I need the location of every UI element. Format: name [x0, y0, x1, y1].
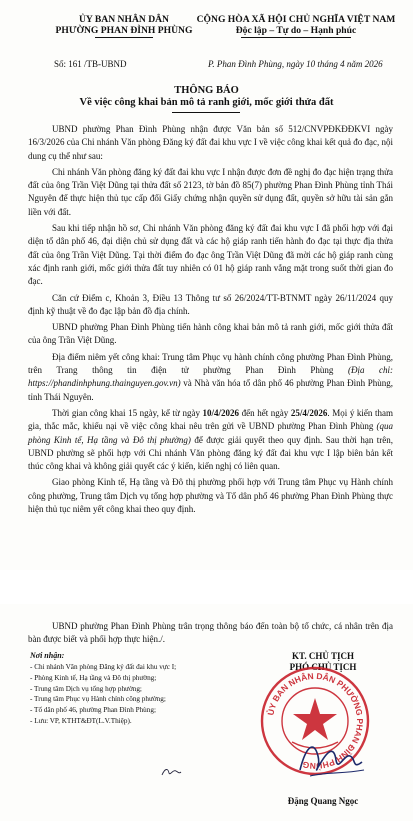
page-gap — [0, 570, 413, 604]
recipient-item: - Tổ dân phố 46, phường Phan Đình Phùng; — [30, 706, 156, 715]
website-address: (Địa chỉ: https://phandinhphung.thainguyen.gov.vn) — [28, 365, 393, 389]
end-date: 25/4/2026 — [290, 407, 328, 418]
issuer-line2: PHƯỜNG PHAN ĐÌNH PHÙNG — [55, 25, 193, 36]
paragraph-6 — [28, 351, 393, 404]
document-body — [28, 123, 393, 519]
department-note: (qua phòng Kinh tế, Hạ tầng và Đô thị phường) — [28, 421, 393, 445]
paragraph-7-text-c: . Mọi ý kiến tham gia, thắc mắc, khiếu nại về việc công khai nêu trên gửi về UBND phường Phan Đình Phùng — [28, 407, 393, 432]
signer-role-line1: KT. CHỦ TỊCH — [292, 651, 354, 661]
recipient-item: - Trung tâm Phục vụ Hành chính công phường; — [30, 695, 166, 704]
paragraph-3: Sau khi tiếp nhận hồ sơ, Chi nhánh Văn phòng đăng ký đất đai khu vực I đã phối hợp với đại diện tổ dân phố 46, đại diện chủ sử dụng đất và các hộ giáp ranh tiến hành đo đạc tại thực địa thửa đất của ông Trần Việt Dũng. Tại thời điểm đo đạc ông Trần Việt Dũng đã mời các hộ giáp ranh cùng xác định ranh giới, mốc giới thửa đất tuy nhiên có 01 hộ giáp ranh vắng mặt trong suốt thời gian đo đạc. — [28, 223, 393, 287]
closing-paragraph: UBND phường Phan Đình Phùng trân trọng thông báo đến toàn bộ tổ chức, cá nhân trên địa bàn được biết và phối hợp thực hiện./. — [28, 621, 393, 645]
signer-role-line2: PHÓ CHỦ TỊCH — [289, 662, 357, 672]
paragraph-6-text-b: và Nhà văn hóa tổ dân phố 46 phường Phan Đình Phùng, tỉnh Thái Nguyên. — [28, 378, 393, 402]
national-header — [196, 14, 396, 38]
start-date: 10/4/2026 — [202, 407, 240, 418]
paragraph-8: Giao phòng Kinh tế, Hạ tầng và Đô thị phường phối hợp với Trung tâm Phục vụ Hành chính công phường, Trung tâm Dịch vụ tổng hợp phường và Tổ dân phố 46 phường Phan Đình Phùng thực hiện thủ tục niêm yết công khai theo quy định. — [28, 477, 393, 515]
motto-underline — [241, 37, 351, 38]
paragraph-5: UBND phường Phan Đình Phùng tiến hành công khai bản mô tả ranh giới, mốc giới thửa đất của ông Trần Việt Dũng. — [28, 322, 393, 346]
paragraph-7-text-d: để được giải quyết theo quy định. Sau thời hạn trên, UBND phường sẽ phối hợp với Chi nhánh Văn phòng đăng ký đất đai khu vực I lập biên bản kết thúc công khai và không giải quyết các ý kiến, kiến nghị có liên quan. — [28, 434, 393, 472]
recipient-item: - Phòng Kinh tế, Hạ tầng và Đô thị phường; — [30, 673, 157, 682]
national-title: CỘNG HÒA XÃ HỘI CHỦ NGHĨA VIỆT NAM — [196, 14, 396, 25]
paragraph-2: Chi nhánh Văn phòng đăng ký đất đai khu vực I nhận được đơn đề nghị đo đạc hiện trạng thửa đất của ông Trần Việt Dũng tại thửa đất số 2123, tờ bản đồ 85(7) phường Phan Đình Phùng tỉnh Thái Nguyên để thực hiện thủ tục cấp đổi Giấy chứng nhận quyền sử dụng đất, quyền sở hữu tài sản gắn liền với đất. — [28, 166, 393, 217]
seal-text: ỦY BAN NHÂN DÂN PHƯỜNG PHAN ĐÌNH PHÙNG — [265, 670, 366, 772]
paragraph-7 — [28, 407, 393, 473]
national-motto: Độc lập – Tự do – Hạnh phúc — [235, 25, 357, 36]
initial-signature-icon — [160, 766, 182, 778]
paragraph-6-text-a: Địa điểm niêm yết công khai: Trung tâm Phục vụ hành chính công phường Phan Đình Phùng, trên Trang thông tin điện tử phường Phan Đình Phùng — [28, 351, 393, 376]
handwritten-signature-icon — [292, 726, 372, 786]
document-title: THÔNG BÁO — [174, 85, 239, 96]
paragraph-4: Căn cứ Điểm c, Khoản 3, Điều 13 Thông tư số 26/2024/TT-BTNMT ngày 26/11/2024 quy định kỹ thuật về đo đạc lập bản đồ địa chính. — [28, 292, 393, 316]
subtitle-underline — [172, 112, 240, 113]
paragraph-1: UBND phường Phan Đình Phùng nhận được Văn bản số 512/CNVPĐKĐĐKVI ngày 16/3/2026 của Chi nhánh Văn phòng Đăng ký đất đai khu vực I về việc công khai kết quả đo đạc, nội dung cụ thể như sau: — [28, 124, 393, 161]
paragraph-7-text-a: Thời gian công khai 15 ngày, kể từ ngày — [52, 407, 203, 418]
recipients-title: Nơi nhận: — [30, 651, 65, 660]
issuer-line1: ỦY BAN NHÂN DÂN — [79, 14, 169, 25]
paragraph-7-text-b: đến hết ngày — [239, 407, 291, 418]
document-subtitle: Về việc công khai bản mô tả ranh giới, mốc giới thửa đất — [79, 97, 334, 108]
recipient-item: - Chi nhánh Văn phòng Đăng ký đất đai khu vực I; — [30, 663, 177, 671]
recipient-item: - Trung tâm Dịch vụ tổng hợp phường; — [30, 684, 142, 693]
recipient-item: - Lưu: VP, KTHT&ĐT(L.V.Thiệp). — [30, 716, 132, 725]
document-number: Số: 161 /TB-UBND — [54, 59, 127, 69]
issuer-header — [44, 14, 204, 38]
closing-section — [28, 620, 393, 647]
issuer-underline — [95, 37, 153, 38]
signer-name: Đặng Quang Ngọc — [287, 796, 359, 806]
document-date: P. Phan Đình Phùng, ngày 10 tháng 4 năm 2026 — [208, 59, 383, 69]
recipients-list — [30, 662, 176, 727]
